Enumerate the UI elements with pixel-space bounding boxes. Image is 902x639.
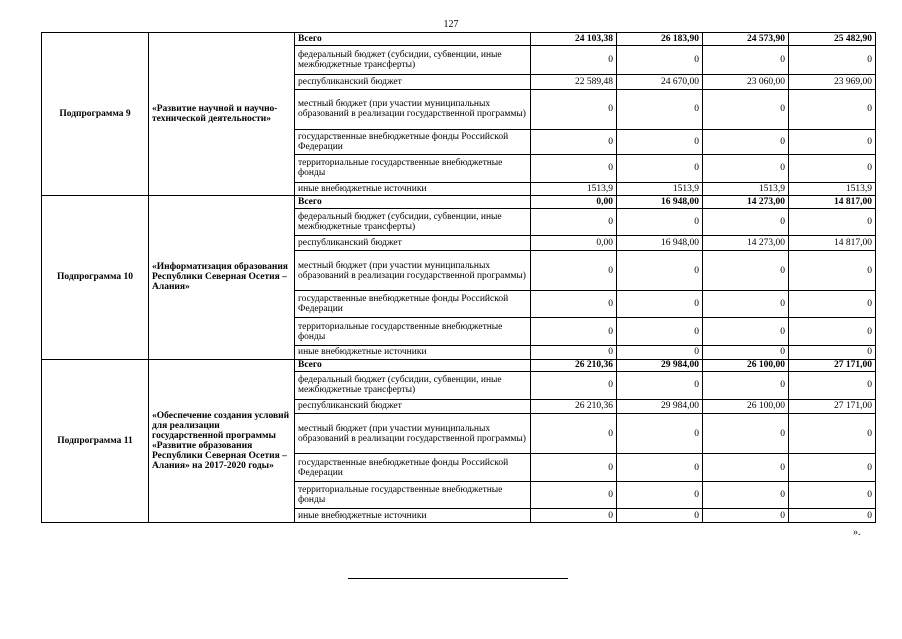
amount-cell: 0 (703, 481, 789, 508)
amount-cell: 0 (617, 509, 703, 523)
amount-cell: 0 (531, 208, 617, 235)
amount-cell: 14 817,00 (789, 236, 876, 251)
amount-cell: 0 (617, 291, 703, 318)
amount-cell: 1513,9 (789, 182, 876, 196)
funding-source: территориальные государственные внебюджетные фонды (295, 318, 531, 345)
amount-cell: 0 (789, 345, 876, 359)
amount-cell: 1513,9 (703, 182, 789, 196)
funding-source: государственные внебюджетные фонды Российской Федерации (295, 129, 531, 154)
amount-cell: 0 (789, 481, 876, 508)
funding-source: местный бюджет (при участии муниципальных образований в реализации государственной программы) (295, 89, 531, 129)
amount-cell: 27 171,00 (789, 399, 876, 414)
amount-cell: 0 (703, 509, 789, 523)
funding-source: государственные внебюджетные фонды Российской Федерации (295, 454, 531, 481)
amount-cell: 0 (531, 89, 617, 129)
funding-source: иные внебюджетные источники (295, 345, 531, 359)
funding-source: территориальные государственные внебюджетные фонды (295, 481, 531, 508)
subprogram-name: «Информатизация образования Республики Северная Осетия – Алания» (149, 196, 295, 359)
subprogram-label: Подпрограмма 11 (42, 359, 149, 522)
subprogram-name: «Развитие научной и научно-технической деятельности» (149, 33, 295, 196)
amount-cell: 0 (703, 155, 789, 182)
amount-cell: 0 (617, 45, 703, 75)
amount-cell: 0,00 (531, 196, 617, 209)
amount-cell: 0 (531, 414, 617, 454)
amount-cell: 0 (617, 155, 703, 182)
table-row-total (42, 359, 876, 372)
funding-source: государственные внебюджетные фонды Российской Федерации (295, 291, 531, 318)
amount-cell: 27 171,00 (789, 359, 876, 372)
funding-source: Всего (295, 33, 531, 46)
amount-cell: 0 (789, 89, 876, 129)
amount-cell: 0 (617, 89, 703, 129)
amount-cell: 0 (789, 208, 876, 235)
amount-cell: 0 (531, 318, 617, 345)
amount-cell: 0 (789, 155, 876, 182)
amount-cell: 16 948,00 (617, 236, 703, 251)
funding-source: федеральный бюджет (субсидии, субвенции, иные межбюджетные трансферты) (295, 372, 531, 399)
amount-cell: 0 (531, 454, 617, 481)
amount-cell: 0 (789, 454, 876, 481)
amount-cell: 0 (531, 155, 617, 182)
amount-cell: 24 103,38 (531, 33, 617, 46)
funding-source: республиканский бюджет (295, 399, 531, 414)
amount-cell: 0 (789, 251, 876, 291)
amount-cell: 0 (789, 291, 876, 318)
amount-cell: 0 (617, 454, 703, 481)
amount-cell: 0 (531, 129, 617, 154)
table-row-total (42, 196, 876, 209)
funding-source: местный бюджет (при участии муниципальных образований в реализации государственной программы) (295, 251, 531, 291)
funding-source: республиканский бюджет (295, 236, 531, 251)
amount-cell: 0 (617, 372, 703, 399)
funding-source: Всего (295, 359, 531, 372)
amount-cell: 0,00 (531, 236, 617, 251)
amount-cell: 0 (703, 454, 789, 481)
subprogram-label: Подпрограмма 9 (42, 33, 149, 196)
closing-quote-mark: ». (853, 527, 861, 538)
funding-source: местный бюджет (при участии муниципальных образований в реализации государственной программы) (295, 414, 531, 454)
amount-cell: 26 100,00 (703, 399, 789, 414)
page-number: 127 (443, 19, 459, 30)
amount-cell: 26 100,00 (703, 359, 789, 372)
amount-cell: 0 (617, 481, 703, 508)
funding-source: иные внебюджетные источники (295, 509, 531, 523)
amount-cell: 0 (531, 481, 617, 508)
amount-cell: 0 (531, 372, 617, 399)
amount-cell: 24 573,90 (703, 33, 789, 46)
amount-cell: 1513,9 (617, 182, 703, 196)
amount-cell: 0 (703, 45, 789, 75)
amount-cell: 0 (617, 208, 703, 235)
subprogram-name: «Обеспечение создания условий для реализации государственной программы «Развитие образования Республики Северная Осетия – Алания» на 2017-2020 годы» (149, 359, 295, 522)
amount-cell: 0 (617, 251, 703, 291)
amount-cell: 0 (703, 372, 789, 399)
funding-source: республиканский бюджет (295, 75, 531, 90)
subprogram-label: Подпрограмма 10 (42, 196, 149, 359)
amount-cell: 0 (703, 129, 789, 154)
amount-cell: 0 (531, 345, 617, 359)
amount-cell: 0 (789, 509, 876, 523)
funding-source: федеральный бюджет (субсидии, субвенции, иные межбюджетные трансферты) (295, 208, 531, 235)
funding-source: территориальные государственные внебюджетные фонды (295, 155, 531, 182)
amount-cell: 29 984,00 (617, 359, 703, 372)
amount-cell: 24 670,00 (617, 75, 703, 90)
amount-cell: 0 (703, 251, 789, 291)
amount-cell: 23 060,00 (703, 75, 789, 90)
amount-cell: 0 (531, 45, 617, 75)
amount-cell: 1513,9 (531, 182, 617, 196)
amount-cell: 0 (617, 318, 703, 345)
amount-cell: 0 (703, 345, 789, 359)
funding-source: федеральный бюджет (субсидии, субвенции, иные межбюджетные трансферты) (295, 45, 531, 75)
amount-cell: 22 589,48 (531, 75, 617, 90)
amount-cell: 0 (617, 129, 703, 154)
amount-cell: 26 210,36 (531, 399, 617, 414)
amount-cell: 0 (531, 509, 617, 523)
amount-cell: 0 (789, 372, 876, 399)
amount-cell: 0 (617, 345, 703, 359)
amount-cell: 0 (703, 291, 789, 318)
amount-cell: 16 948,00 (617, 196, 703, 209)
amount-cell: 0 (531, 291, 617, 318)
amount-cell: 0 (617, 414, 703, 454)
amount-cell: 0 (703, 208, 789, 235)
amount-cell: 14 273,00 (703, 196, 789, 209)
amount-cell: 0 (789, 129, 876, 154)
amount-cell: 26 183,90 (617, 33, 703, 46)
amount-cell: 0 (531, 251, 617, 291)
amount-cell: 0 (789, 414, 876, 454)
amount-cell: 14 273,00 (703, 236, 789, 251)
funding-source: Всего (295, 196, 531, 209)
amount-cell: 29 984,00 (617, 399, 703, 414)
amount-cell: 0 (703, 318, 789, 345)
amount-cell: 25 482,90 (789, 33, 876, 46)
amount-cell: 0 (789, 45, 876, 75)
amount-cell: 14 817,00 (789, 196, 876, 209)
funding-source: иные внебюджетные источники (295, 182, 531, 196)
table-row-total (42, 33, 876, 46)
amount-cell: 23 969,00 (789, 75, 876, 90)
amount-cell: 0 (789, 318, 876, 345)
budget-table (41, 32, 876, 523)
amount-cell: 0 (703, 89, 789, 129)
amount-cell: 26 210,36 (531, 359, 617, 372)
amount-cell: 0 (703, 414, 789, 454)
end-rule (348, 578, 568, 579)
